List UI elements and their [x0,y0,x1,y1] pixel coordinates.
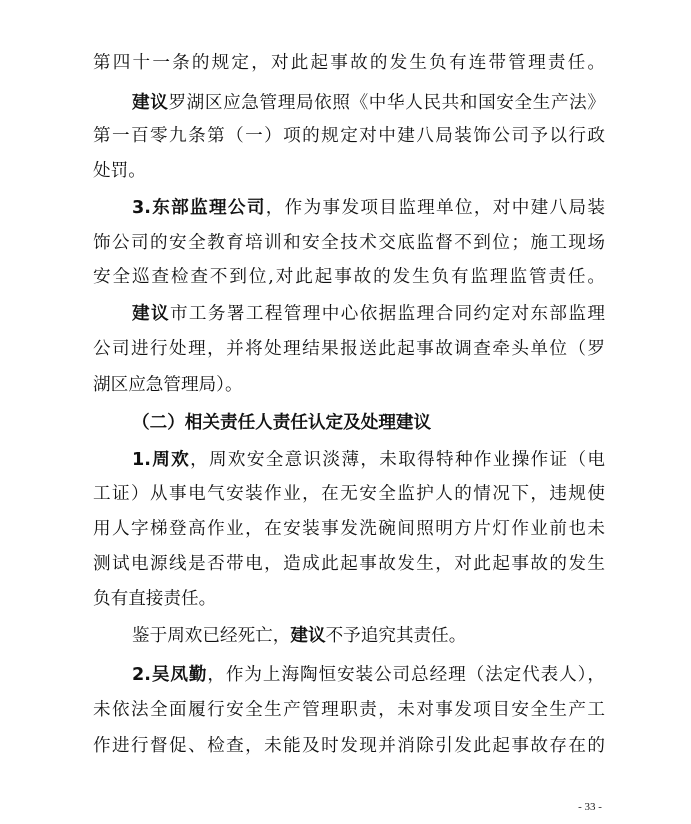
line-text: 安全巡查检查不到位,对此起事故的发生负有监理监管责任。 [93,267,605,287]
text-line [132,299,605,329]
text-line [93,370,605,400]
bold-keyword: 建议 [132,304,170,324]
line-text: 测试电源线是否带电，造成此起事故发生，对此起事故的发生 [93,554,605,574]
line-text: 第四十一条的规定，对此起事故的发生负有连带管理责任。 [93,53,605,73]
line-text: 负有直接责任。 [93,589,217,609]
text-line [93,731,605,761]
line-text: 用人字梯登高作业，在安装事发洗碗间照明方片灯作业前也未 [93,519,605,539]
line-text: 湖区应急管理局）。 [93,375,243,395]
text-line [93,121,605,151]
text-line [132,445,605,475]
line-text: ，周欢安全意识淡薄，未取得特种作业操作证（电 [190,450,605,470]
line-text: 处罚。 [93,161,146,181]
line-text: 未依法全面履行安全生产管理职责，未对事发项目安全生产工 [93,700,605,720]
line-text: 鉴于周欢已经死亡， [132,626,291,646]
text-line [132,88,605,118]
text-line [132,193,605,223]
text-line [93,695,605,725]
heading-text: （二）相关责任人责任认定及处理建议 [132,413,432,433]
text-line [93,334,605,364]
line-text: ，作为事发项目监理单位，对中建八局装 [265,198,605,218]
line-text: 工证）从事电气安装作业，在无安全监护人的情况下，违规使 [93,484,605,504]
line-text: 不予追究其责任。 [325,626,467,646]
line-text: ，作为上海陶恒安装公司总经理（法定代表人）， [207,665,605,685]
line-text: 公司进行处理，并将处理结果报送此起事故调查牵头单位（罗 [93,339,605,359]
text-line [93,48,605,78]
line-text: 市工务署工程管理中心依据监理合同约定对东部监理 [169,304,605,324]
page-number: - 33 - [578,801,602,813]
text-line [93,262,605,292]
text-line [93,156,605,186]
text-line [132,621,605,651]
text-line [93,514,605,544]
line-text: 饰公司的安全教育培训和安全技术交底监督不到位；施工现场 [93,233,605,253]
bold-keyword: 建议 [290,626,326,646]
text-line [93,479,605,509]
line-text: 作进行督促、检查，未能及时发现并消除引发此起事故存在的 [93,736,605,756]
line-text: 第一百零九条第（一）项的规定对中建八局装饰公司予以行政 [93,126,605,146]
bold-keyword: 3.东部监理公司 [132,198,266,218]
text-line [93,228,605,258]
line-text: 罗湖区应急管理局依照《中华人民共和国安全生产法》 [168,93,605,113]
text-line [93,584,605,614]
bold-keyword: 建议 [132,93,169,113]
text-line [93,549,605,579]
section-heading [132,408,605,438]
text-line [132,660,605,690]
bold-keyword: 2.吴凤勤 [132,665,208,685]
bold-keyword: 1.周欢 [132,450,191,470]
